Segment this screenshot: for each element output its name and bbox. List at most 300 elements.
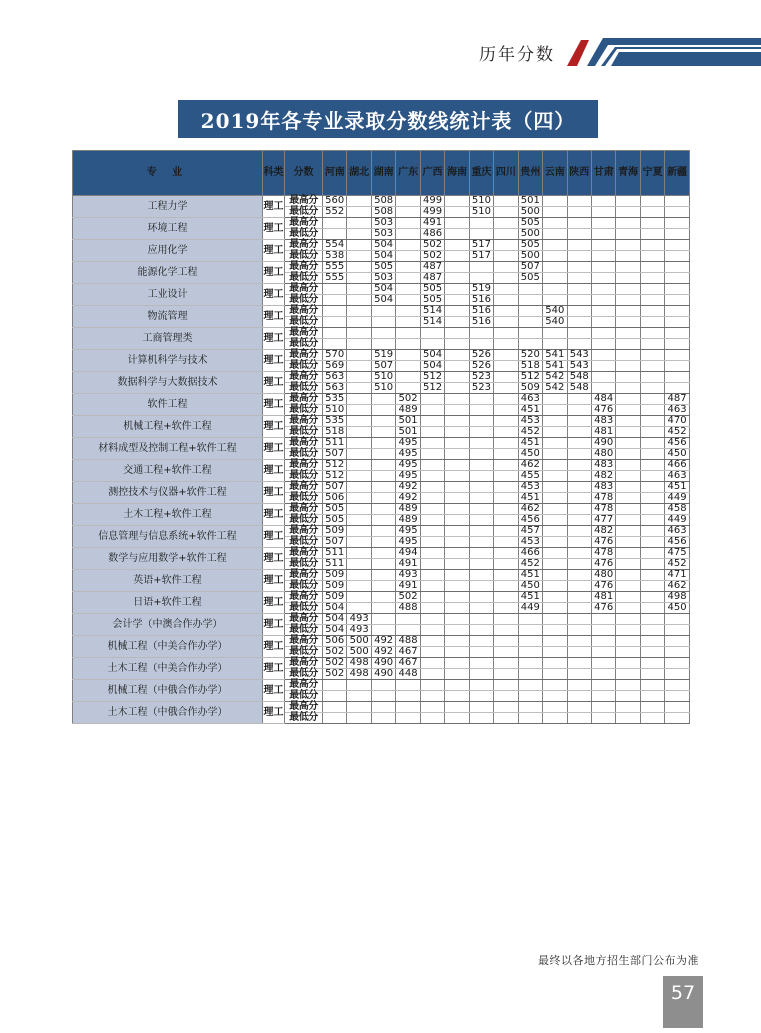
score-type-max: 最高分 xyxy=(285,526,323,537)
score-cell xyxy=(371,317,395,328)
score-cell xyxy=(494,548,518,559)
score-cell xyxy=(591,196,615,207)
score-cell xyxy=(616,405,640,416)
score-cell xyxy=(616,251,640,262)
table-row xyxy=(73,328,690,339)
score-cell xyxy=(396,284,420,295)
score-cell xyxy=(371,482,395,493)
score-cell xyxy=(640,328,664,339)
page-number: 57 xyxy=(670,982,696,1004)
score-cell: 500 xyxy=(347,636,371,647)
score-type-max: 最高分 xyxy=(285,548,323,559)
score-cell: 505 xyxy=(371,262,395,273)
score-cell xyxy=(518,680,542,691)
score-cell xyxy=(567,449,591,460)
score-type-min: 最低分 xyxy=(285,581,323,592)
score-cell xyxy=(445,471,469,482)
score-cell xyxy=(616,449,640,460)
score-cell xyxy=(616,350,640,361)
score-cell xyxy=(396,372,420,383)
score-cell: 482 xyxy=(591,526,615,537)
score-cell xyxy=(469,405,493,416)
score-cell: 542 xyxy=(543,383,567,394)
score-cell: 502 xyxy=(323,658,347,669)
score-cell xyxy=(420,427,444,438)
score-cell xyxy=(347,427,371,438)
score-cell xyxy=(640,306,664,317)
score-cell: 470 xyxy=(665,416,689,427)
score-cell: 555 xyxy=(323,273,347,284)
score-cell xyxy=(323,328,347,339)
score-cell: 494 xyxy=(396,548,420,559)
score-cell: 476 xyxy=(591,405,615,416)
score-cell xyxy=(567,625,591,636)
score-cell: 538 xyxy=(323,251,347,262)
major-name-cell: 计算机科学与技术 xyxy=(73,350,263,372)
score-cell: 519 xyxy=(469,284,493,295)
score-cell: 518 xyxy=(518,361,542,372)
score-cell xyxy=(371,625,395,636)
score-cell xyxy=(469,647,493,658)
table-header-row xyxy=(73,151,690,196)
score-cell xyxy=(616,273,640,284)
score-cell: 510 xyxy=(323,405,347,416)
score-type-min: 最低分 xyxy=(285,713,323,724)
score-cell: 463 xyxy=(665,526,689,537)
score-cell xyxy=(445,559,469,570)
score-cell xyxy=(420,405,444,416)
score-cell xyxy=(371,614,395,625)
major-name-cell: 会计学（中澳合作办学） xyxy=(73,614,263,636)
score-cell xyxy=(616,295,640,306)
major-name-cell: 机械工程+软件工程 xyxy=(73,416,263,438)
score-cell xyxy=(543,273,567,284)
score-cell xyxy=(371,559,395,570)
score-cell xyxy=(543,713,567,724)
score-cell xyxy=(445,636,469,647)
score-cell xyxy=(445,240,469,251)
score-cell xyxy=(420,449,444,460)
score-cell xyxy=(591,240,615,251)
score-cell xyxy=(494,669,518,680)
score-cell xyxy=(420,625,444,636)
score-cell xyxy=(591,383,615,394)
score-cell xyxy=(518,702,542,713)
score-cell xyxy=(616,493,640,504)
score-cell xyxy=(665,713,689,724)
score-cell xyxy=(445,427,469,438)
score-cell xyxy=(665,240,689,251)
major-name-cell: 工程力学 xyxy=(73,196,263,218)
score-cell xyxy=(616,592,640,603)
score-cell xyxy=(445,196,469,207)
score-cell xyxy=(616,317,640,328)
score-cell xyxy=(567,306,591,317)
table-row xyxy=(73,394,690,405)
score-cell xyxy=(445,548,469,559)
score-cell xyxy=(640,262,664,273)
score-cell xyxy=(543,251,567,262)
column-header-fenshu xyxy=(285,151,323,196)
score-cell xyxy=(494,427,518,438)
score-cell: 507 xyxy=(323,482,347,493)
score-cell xyxy=(543,295,567,306)
score-cell: 484 xyxy=(591,394,615,405)
score-cell: 512 xyxy=(420,383,444,394)
table-row xyxy=(73,262,690,273)
score-cell xyxy=(469,603,493,614)
kelei-cell: 理工 xyxy=(263,658,285,680)
score-type-min: 最低分 xyxy=(285,537,323,548)
score-cell: 448 xyxy=(396,669,420,680)
score-cell xyxy=(665,372,689,383)
score-cell xyxy=(494,570,518,581)
score-cell: 495 xyxy=(396,471,420,482)
score-cell: 509 xyxy=(323,592,347,603)
score-cell xyxy=(665,647,689,658)
score-cell xyxy=(567,559,591,570)
score-cell xyxy=(494,471,518,482)
score-cell xyxy=(347,592,371,603)
score-cell xyxy=(543,515,567,526)
score-cell xyxy=(665,658,689,669)
kelei-cell: 理工 xyxy=(263,526,285,548)
score-cell: 450 xyxy=(518,449,542,460)
score-cell: 499 xyxy=(420,196,444,207)
score-cell xyxy=(616,713,640,724)
score-cell: 503 xyxy=(371,218,395,229)
kelei-cell: 理工 xyxy=(263,438,285,460)
score-cell: 467 xyxy=(396,647,420,658)
major-name-cell: 环境工程 xyxy=(73,218,263,240)
score-cell xyxy=(665,383,689,394)
score-cell: 509 xyxy=(323,570,347,581)
score-cell xyxy=(445,647,469,658)
score-cell xyxy=(445,284,469,295)
score-cell xyxy=(494,581,518,592)
score-cell: 495 xyxy=(396,449,420,460)
score-cell xyxy=(445,702,469,713)
score-cell xyxy=(420,504,444,515)
kelei-cell: 理工 xyxy=(263,196,285,218)
score-cell xyxy=(445,537,469,548)
score-type-min: 最低分 xyxy=(285,669,323,680)
score-type-max: 最高分 xyxy=(285,328,323,339)
score-cell: 506 xyxy=(323,493,347,504)
score-cell xyxy=(543,416,567,427)
score-cell xyxy=(665,317,689,328)
score-cell xyxy=(616,614,640,625)
score-cell: 504 xyxy=(371,295,395,306)
score-cell xyxy=(543,482,567,493)
score-cell xyxy=(591,229,615,240)
score-cell: 456 xyxy=(665,537,689,548)
score-cell xyxy=(469,416,493,427)
score-cell xyxy=(494,317,518,328)
table-row xyxy=(73,482,690,493)
score-cell xyxy=(420,537,444,548)
score-cell xyxy=(567,581,591,592)
score-type-max: 最高分 xyxy=(285,416,323,427)
score-cell xyxy=(616,482,640,493)
score-cell xyxy=(371,471,395,482)
score-cell xyxy=(640,713,664,724)
score-cell xyxy=(494,251,518,262)
score-cell xyxy=(371,493,395,504)
admission-scores-table xyxy=(72,150,690,724)
column-header-province-11: 甘肃 xyxy=(591,151,615,196)
score-cell xyxy=(323,284,347,295)
footer-note: 最终以各地方招生部门公布为准 xyxy=(538,954,699,967)
score-cell: 542 xyxy=(543,372,567,383)
score-cell xyxy=(640,240,664,251)
score-cell xyxy=(469,548,493,559)
score-cell xyxy=(445,625,469,636)
score-cell xyxy=(591,317,615,328)
score-cell xyxy=(469,427,493,438)
score-cell xyxy=(420,438,444,449)
score-cell xyxy=(420,460,444,471)
score-cell xyxy=(567,328,591,339)
score-cell: 552 xyxy=(323,207,347,218)
score-cell xyxy=(567,405,591,416)
kelei-cell: 理工 xyxy=(263,394,285,416)
score-cell xyxy=(543,603,567,614)
score-cell xyxy=(616,471,640,482)
score-cell: 512 xyxy=(518,372,542,383)
score-cell xyxy=(591,273,615,284)
score-cell: 541 xyxy=(543,361,567,372)
score-type-min: 最低分 xyxy=(285,493,323,504)
score-cell: 519 xyxy=(371,350,395,361)
score-cell: 451 xyxy=(518,438,542,449)
score-cell xyxy=(616,581,640,592)
score-cell: 466 xyxy=(518,548,542,559)
score-cell: 450 xyxy=(665,603,689,614)
score-cell xyxy=(494,713,518,724)
score-type-min: 最低分 xyxy=(285,625,323,636)
score-cell xyxy=(567,614,591,625)
score-cell xyxy=(494,614,518,625)
table-row xyxy=(73,196,690,207)
score-cell xyxy=(665,196,689,207)
score-cell: 458 xyxy=(665,504,689,515)
score-cell xyxy=(494,625,518,636)
score-type-max: 最高分 xyxy=(285,306,323,317)
score-cell: 491 xyxy=(396,581,420,592)
kelei-cell: 理工 xyxy=(263,240,285,262)
score-cell: 508 xyxy=(371,196,395,207)
kelei-cell: 理工 xyxy=(263,328,285,350)
score-cell xyxy=(616,548,640,559)
score-cell xyxy=(543,218,567,229)
score-cell xyxy=(347,713,371,724)
score-cell: 455 xyxy=(518,471,542,482)
score-cell xyxy=(371,680,395,691)
score-cell xyxy=(543,537,567,548)
score-cell xyxy=(469,471,493,482)
score-cell xyxy=(494,603,518,614)
score-type-max: 最高分 xyxy=(285,504,323,515)
score-cell xyxy=(567,317,591,328)
score-cell xyxy=(616,372,640,383)
score-cell: 450 xyxy=(665,449,689,460)
score-cell xyxy=(347,537,371,548)
score-cell xyxy=(665,328,689,339)
score-cell xyxy=(347,207,371,218)
score-cell xyxy=(616,526,640,537)
score-cell xyxy=(567,548,591,559)
score-cell xyxy=(567,438,591,449)
score-cell xyxy=(445,713,469,724)
score-cell xyxy=(420,515,444,526)
score-cell: 516 xyxy=(469,295,493,306)
major-name-cell: 工商管理类 xyxy=(73,328,263,350)
score-cell: 501 xyxy=(518,196,542,207)
score-cell: 526 xyxy=(469,361,493,372)
score-cell xyxy=(640,284,664,295)
score-cell: 453 xyxy=(518,482,542,493)
score-cell xyxy=(323,339,347,350)
score-cell xyxy=(445,493,469,504)
score-cell xyxy=(640,317,664,328)
score-cell xyxy=(371,504,395,515)
score-cell xyxy=(591,372,615,383)
score-cell xyxy=(591,713,615,724)
page-title: 2019年各专业录取分数线统计表（四） xyxy=(200,108,576,133)
score-cell xyxy=(543,504,567,515)
table-row xyxy=(73,526,690,537)
score-cell xyxy=(494,361,518,372)
score-cell xyxy=(445,218,469,229)
score-cell xyxy=(445,680,469,691)
score-cell xyxy=(616,240,640,251)
score-cell xyxy=(591,361,615,372)
score-cell xyxy=(567,493,591,504)
score-cell xyxy=(616,559,640,570)
score-cell xyxy=(518,295,542,306)
table-body xyxy=(73,196,690,724)
major-name-cell: 物流管理 xyxy=(73,306,263,328)
score-cell xyxy=(445,570,469,581)
scores-table-container xyxy=(72,150,689,724)
score-cell xyxy=(518,713,542,724)
score-cell: 453 xyxy=(518,537,542,548)
score-cell xyxy=(469,438,493,449)
score-cell xyxy=(640,658,664,669)
score-cell xyxy=(640,592,664,603)
score-cell xyxy=(323,295,347,306)
score-cell xyxy=(494,405,518,416)
score-cell: 478 xyxy=(591,493,615,504)
score-type-max: 最高分 xyxy=(285,680,323,691)
score-cell xyxy=(494,262,518,273)
score-cell xyxy=(469,493,493,504)
table-row xyxy=(73,614,690,625)
score-cell xyxy=(494,526,518,537)
score-cell xyxy=(396,295,420,306)
score-cell: 493 xyxy=(347,625,371,636)
score-cell xyxy=(420,581,444,592)
score-cell: 483 xyxy=(591,482,615,493)
score-cell xyxy=(347,416,371,427)
score-cell: 505 xyxy=(323,515,347,526)
score-type-max: 最高分 xyxy=(285,240,323,251)
score-cell xyxy=(445,482,469,493)
score-cell xyxy=(469,614,493,625)
score-cell xyxy=(543,328,567,339)
score-cell xyxy=(420,713,444,724)
score-cell xyxy=(616,361,640,372)
column-header-province-14: 新疆 xyxy=(665,151,689,196)
score-cell xyxy=(518,306,542,317)
score-cell xyxy=(640,394,664,405)
score-type-min: 最低分 xyxy=(285,273,323,284)
score-cell: 450 xyxy=(518,581,542,592)
score-cell xyxy=(665,361,689,372)
score-cell xyxy=(543,240,567,251)
score-cell xyxy=(445,504,469,515)
score-cell: 526 xyxy=(469,350,493,361)
score-cell xyxy=(469,669,493,680)
score-cell xyxy=(445,394,469,405)
score-cell xyxy=(543,647,567,658)
score-cell xyxy=(445,339,469,350)
kelei-cell: 理工 xyxy=(263,306,285,328)
score-cell: 487 xyxy=(665,394,689,405)
score-cell xyxy=(420,339,444,350)
score-cell xyxy=(665,339,689,350)
score-cell xyxy=(445,592,469,603)
score-cell xyxy=(445,515,469,526)
score-cell xyxy=(347,548,371,559)
score-cell xyxy=(665,273,689,284)
kelei-cell: 理工 xyxy=(263,570,285,592)
score-cell xyxy=(543,526,567,537)
score-cell xyxy=(445,581,469,592)
column-header-kelei-text: 科类 xyxy=(263,167,284,178)
score-cell: 505 xyxy=(518,218,542,229)
score-cell xyxy=(469,691,493,702)
score-cell: 505 xyxy=(420,295,444,306)
score-cell xyxy=(371,570,395,581)
score-cell: 463 xyxy=(665,405,689,416)
score-cell xyxy=(347,526,371,537)
table-row xyxy=(73,416,690,427)
score-cell xyxy=(494,438,518,449)
score-cell: 476 xyxy=(591,603,615,614)
score-cell: 502 xyxy=(420,240,444,251)
score-cell xyxy=(543,207,567,218)
score-cell: 501 xyxy=(396,427,420,438)
score-type-max: 最高分 xyxy=(285,592,323,603)
score-cell xyxy=(591,350,615,361)
score-cell: 471 xyxy=(665,570,689,581)
column-header-kelei xyxy=(263,151,285,196)
score-cell xyxy=(518,625,542,636)
score-cell: 500 xyxy=(347,647,371,658)
score-cell: 449 xyxy=(665,493,689,504)
score-cell xyxy=(640,383,664,394)
score-cell xyxy=(494,592,518,603)
score-cell xyxy=(665,636,689,647)
score-cell: 476 xyxy=(591,537,615,548)
column-header-province-12: 青海 xyxy=(616,151,640,196)
table-row xyxy=(73,702,690,713)
score-cell xyxy=(371,603,395,614)
score-cell xyxy=(347,515,371,526)
kelei-cell: 理工 xyxy=(263,592,285,614)
